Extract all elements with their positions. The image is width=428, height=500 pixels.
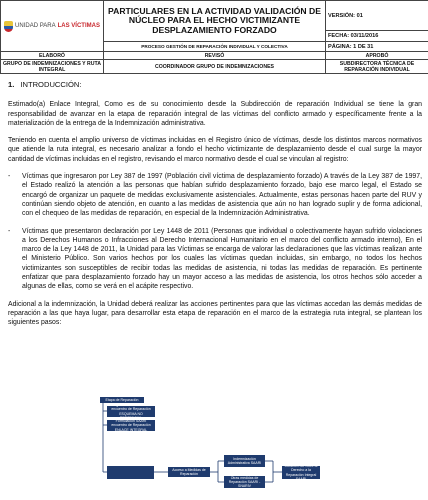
steps-paragraph: Adicional a la indemnización, la Unidad deberá realizar las acciones pertinentes para que las víctimas accedan las demás medidas de reparación a las que haya lugar, para desarrollar esta etapa de reparación en el marco de la estrategia ruta integral, se plantean los siguientes pasos: (8, 300, 422, 327)
document-header (0, 0, 428, 74)
diagram-node-etapa-reparacion: Etapa de Reparación (100, 397, 144, 403)
date-label: FECHA: 03/11/2016 (326, 31, 428, 42)
elaboro-value: GRUPO DE INDEMNIZACIONES Y RUTA INTEGRAL (1, 60, 104, 74)
diagram-node-medicion-goce: Medición del Goce al Derecho a la Reparación Integral SAARI (282, 466, 320, 479)
intro-paragraph: Estimado(a) Enlace Integral, Como es de su conocimiento desde la Subdirección de reparación Individual se tiene la gran responsabilidad de avanzar en la etapa de reparación integral de las víctimas del conflicto armado y específicamente frente a la materialización de la entrega de la Indemnización administrativa. (8, 101, 422, 127)
bullet-marker: - (8, 227, 11, 235)
diagram-node-formulacion: Formulación SAARI encuentro de Reparación ENLACE INTEGRAL (107, 420, 155, 431)
version-label: VERSIÓN: 01 (326, 1, 428, 31)
bullet-text: Víctimas que presentaron declaración por Ley 1448 de 2011 (Personas que individual o colectivamente hayan sufrido violaciones a los Derechos Humanos o Infracciones al Derecho Internacional Humanitario en el marco del conflicto armado interno), En el marco de la Ley 1448 de 2011, la Unidad para las Víctimas se encarga de valorar las declaraciones que las víctimas realizan ante el Ministerio Público. Son varios hechos por los cuales las víctimas quedan incluidas, sin embargo, no todos los hechos victimizantes son susceptibles de recibir todas las medidas de asistencia, ni todas las medidas de reparación. Es pertinente enfatizar que para desplazamiento forzado hay un mayor acceso a las medidas de asistencia, los otros hechos sólo acceder a algunas de ellas, como se verá en el acápite respectivo. (22, 227, 422, 291)
page-label: PÁGINA: 1 DE 31 (326, 42, 428, 52)
context-paragraph: Teniendo en cuenta el amplio universo de víctimas incluidas en el Registro único de víctimas, desde los distintos marcos normativos que atiende la ruta integral, es necesario analizar a fondo el hecho victimizante de desplazamiento desde el cual surge la mayor cantidad de víctimas incluidas en el registro, revisando el marco normativo desde el cual se vinculan al registro: (8, 137, 422, 163)
reviso-value: COORDINADOR GRUPO DE INDEMNIZACIONES (104, 60, 326, 74)
elaboro-label: ELABORÓ (1, 52, 104, 60)
aprobo-value: SUBDIRECTORA TÉCNICA DE REPARACIÓN INDIVIDUAL (326, 60, 428, 74)
logo-cell (1, 1, 104, 52)
document-body (8, 80, 422, 336)
colombia-crest-icon (4, 21, 13, 32)
bullet-marker: - (8, 173, 11, 181)
section-title: INTRODUCCIÓN: (20, 80, 82, 89)
section-heading (8, 80, 422, 89)
diagram-node-placeholder (107, 466, 154, 479)
document-title: PARTICULARES EN LA ACTIVIDAD VALIDACIÓN DE NÚCLEO PARA EL HECHO VICTIMIZANTE DESPLAZAMIENTO FORZADO (104, 1, 326, 42)
diagram-node-otras-medidas: Otras medidas de Reparación SAARI - SNARIV (224, 476, 265, 488)
logo-text-highlight: LAS VÍCTIMAS (57, 23, 100, 29)
diagram-node-agendamiento: Agendamiento SAARI encuentro de Reparación ESQUEMA NO PRESENCIAL (107, 406, 155, 417)
process-name: PROCESO GESTIÓN DE REPARACIÓN INDIVIDUAL Y COLECTIVA (104, 42, 326, 52)
logo-text-primary: UNIDAD PARA (15, 23, 56, 29)
section-number: 1. (8, 80, 15, 89)
diagram-node-acceso-medidas: Acceso a Medidas de Reparación (168, 467, 210, 477)
aprobo-label: APROBÓ (326, 52, 428, 60)
reviso-label: REVISÓ (104, 52, 326, 60)
bullet-ley-387 (8, 172, 422, 218)
logo (3, 21, 101, 32)
diagram-node-indemnizacion: Indemnización Administrativa SAARI (224, 455, 265, 467)
bullet-ley-1448 (8, 227, 422, 292)
bullet-text: Víctimas que ingresaron por Ley 387 de 1997 (Población civil víctima de desplazamiento forzado) A través de la Ley 387 de 1997, el Estado realizó la atención a las personas que habían sufrido desplazamiento forzado, bajo ese marco legal, el Estado se encargó de organizar un paquete de medidas exclusivamente asistenciales. Actualmente, estas personas hacen parte del RUV y continúan siendo objeto de atención, en cuanto a las medidas de asistencia que aún no han logrado suplir y de forma adicional, con el chequeo de las medidas de reparación, en especial de la Indemnización Administrativa. (22, 173, 422, 218)
process-diagram (90, 394, 320, 490)
